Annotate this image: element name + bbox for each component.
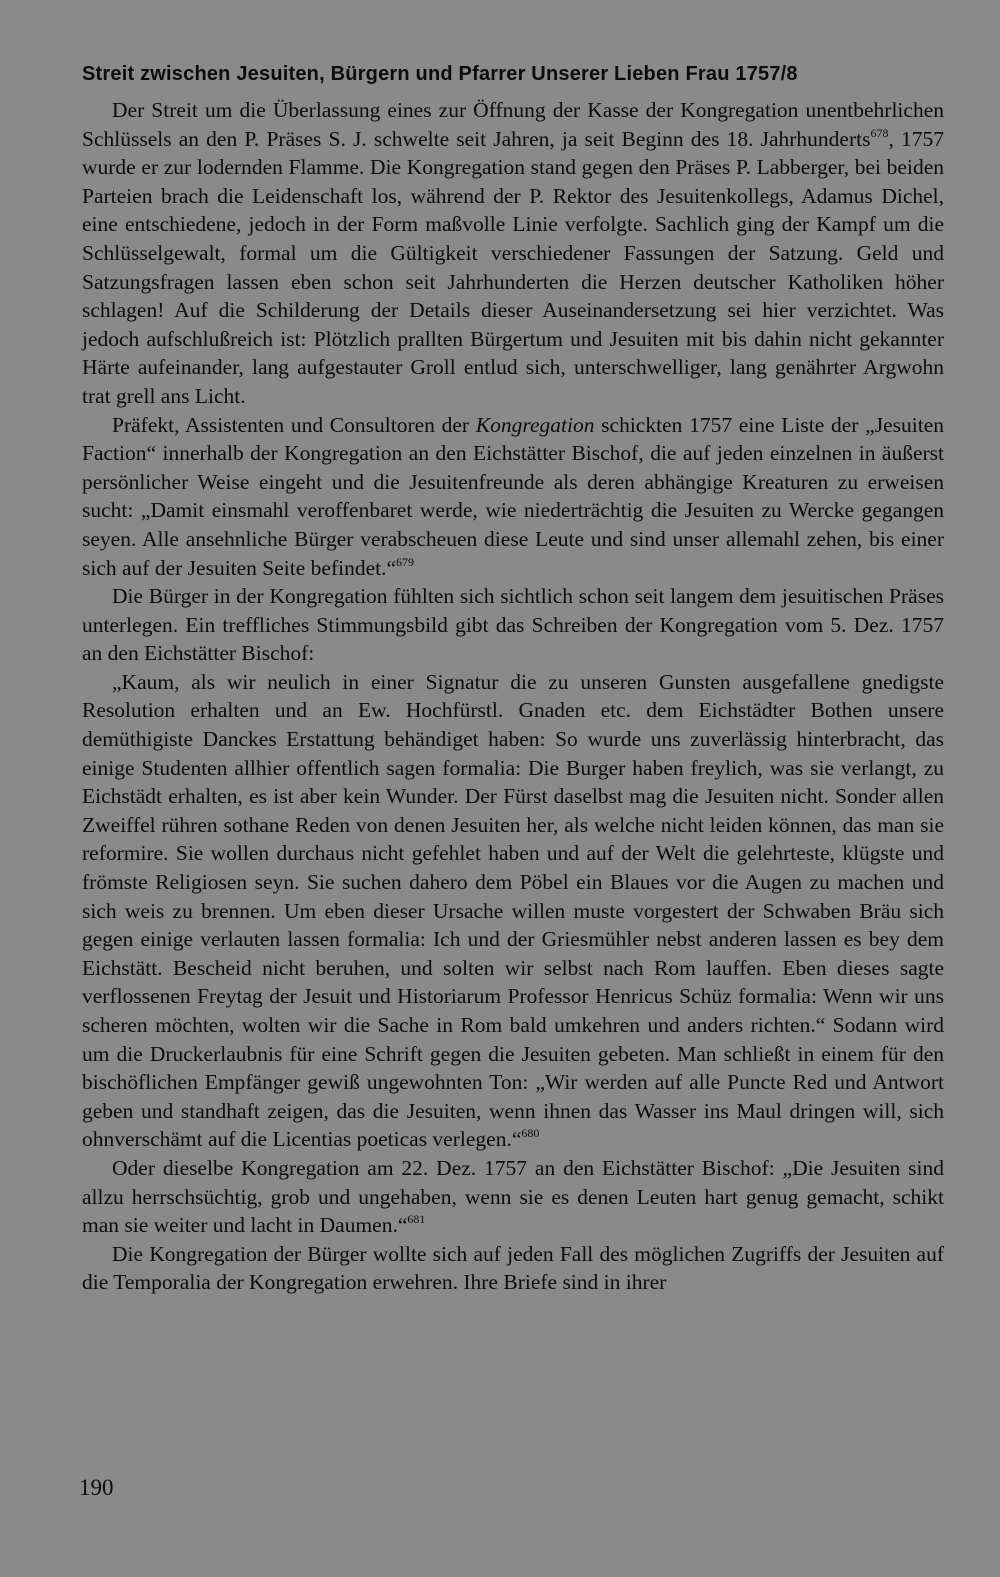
text-run: „Kaum, als wir neulich in einer Signatur die zu unseren Gunsten ausgefallene gnedigste Resolution erhalten und an Ew. Hochfürstl. Gnaden etc. dem Eichstädter Bothen unsere demüthigiste Danckes Erstattung behändiget haben: So wurde uns zuverlässig hinterbracht, das einige Studenten allhier offentlich sagen formalia: Die Burger haben freylich, was sie verlangt, zu Eichstädt erhalten, es ist aber kein Wunder. Der Fürst daselbst mag die Jesuiten nicht. Sonder allen Zweiffel rühren sothane Reden von denen Jesuiten her, als welche nicht leiden können, das man sie reformire. Sie wollen durchaus nicht gefehlet haben und auf der Welt die gelehrteste, klügste und frömste Religiosen seyn. Sie suchen dahero dem Pöbel ein Blaues vor die Augen zu machen und sich weis zu brennen. Um eben dieser Ursache willen muste vorgestert der Schwaben Bräu sich gegen einige verlauten lassen formalia: Ich und der Griesmühler nebst anderen lassen es bey dem Eichstätt. Bescheid nicht beruhen, und solten wir selbst nach Rom lauffen. Eben dieses sagte verflossenen Freytag der Jesuit und Historiarum Professor Henricus Schüz formalia: Wenn wir uns scheren möchten, wolten wir die Sache in Rom bald umkehren und anders richten.“ Sodann wird um die Druckerlaubnis für eine Schrift gegen die Jesuiten gebeten. Man schließt in einem für den bischöflichen Empfänger gewiß ungewohnten Ton: „Wir werden auf alle Puncte Red und Antwort geben und standhaft zeigen, das die Jesuiten, wenn ihnen das Wasser ins Maul dringen will, sich ohnverschämt auf die Licentias poeticas verlegen.“ — [82, 669, 944, 1152]
paragraph-1 — [82, 96, 944, 411]
quotation-paragraph — [82, 668, 944, 1154]
text-run: schickten 1757 eine Liste der „Jesuiten Faction“ innerhalb der Kongregation an den Eichstätter Bischof, die auf jeden einzelnen in äußerst persönlicher Weise eingeht und die Jesuitenfreunde als deren abhängige Kreaturen zu erweisen sucht: „Damit einsmahl veroffenbaret werde, wie niederträchtig die Jesuiten zu Wercke gegangen seyen. Alle ansehnliche Bürger verabscheuen diese Leute und sind unser allemahl zehen, bis einer sich auf der Jesuiten Seite befindet.“ — [82, 412, 944, 580]
text-run: Die Kongregation der Bürger wollte sich auf jeden Fall des möglichen Zugriffs der Jesuiten auf die Temporalia der Kongregation erwehren. Ihre Briefe sind in ihrer — [82, 1241, 944, 1295]
text-run: Präfekt, Assistenten und Consultoren der — [112, 412, 476, 437]
text-run: Der Streit um die Überlassung eines zur Öffnung der Kasse der Kongregation unentbehrlichen Schlüssels an den P. Präses S. J. schwelte seit Jahren, ja seit Beginn des 18. Jahrhunderts — [82, 98, 944, 151]
text-run: , 1757 wurde er zur lodernden Flamme. Die Kongregation stand gegen den Präses P. Labberger, bei beiden Parteien brach die Leidenschaft los, während der P. Rektor des Jesuitenkollegs, Adamus Dichel, eine entschiedene, jedoch in der Form maßvolle Linie verfolgte. Sachlich ging der Kampf um die Schlüsselgewalt, formal um die Gültigkeit verschiedener Fassungen der Satzung. Geld und Satzungsfragen lassen eben schon seit Jahrhunderten die Herzen deutscher Katholiken höher schlagen! Auf die Schilderung der Details dieser Auseinandersetzung sei hier verzichtet. Was jedoch aufschlußreich ist: Plötzlich prallten Bürgertum und Jesuiten mit bis dahin nicht gekannter Härte aufeinander, lang aufgestauter Groll entlud sich, unterschwelliger, lang genährter Argwohn trat grell ans Licht. — [82, 126, 945, 408]
page-body — [82, 60, 944, 1297]
footnote-marker: 679 — [396, 554, 415, 569]
footnote-marker: 678 — [870, 125, 889, 140]
section-heading: Streit zwischen Jesuiten, Bürgern und Pfarrer Unserer Lieben Frau 1757/8 — [82, 63, 798, 85]
footnote-marker: 681 — [407, 1212, 426, 1227]
text-run: Oder dieselbe Kongregation am 22. Dez. 1757 an den Eichstätter Bischof: „Die Jesuiten sind allzu herrschsüchtig, grob und ungehaben, wenn sie es denen Leuten hart genug gemacht, schikt man sie weiter und lacht in Daumen.“ — [82, 1155, 944, 1238]
paragraph-6 — [82, 1240, 944, 1297]
paragraph-5 — [82, 1154, 944, 1240]
emphasized-text: Kongregation — [475, 412, 595, 437]
paragraph-2 — [82, 411, 944, 583]
footnote-marker: 680 — [521, 1126, 540, 1141]
page-number: 190 — [79, 1475, 114, 1500]
text-run: Die Bürger in der Kongregation fühlten sich sichtlich schon seit langem dem jesuitischen Präses unterlegen. Ein treffliches Stimmungsbild gibt das Schreiben der Kongregation vom 5. Dez. 1757 an den Eichstätter Bischof: — [82, 584, 944, 666]
paragraph-3 — [82, 582, 944, 668]
